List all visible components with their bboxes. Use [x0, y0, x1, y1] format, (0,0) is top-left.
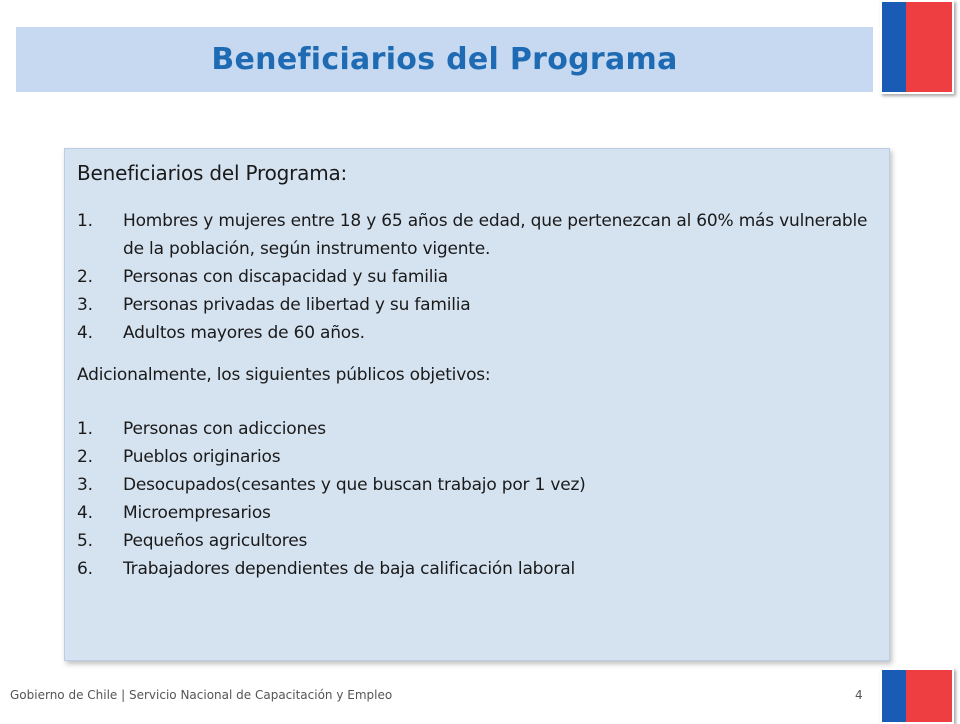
flag-red-stripe	[906, 670, 952, 722]
list-item	[77, 319, 879, 347]
list-item	[77, 291, 879, 319]
list-item-text: Pueblos originarios	[123, 447, 281, 467]
list-item-number: 2.	[77, 447, 93, 467]
list-item	[77, 471, 879, 499]
chile-flag-logo-top	[880, 0, 954, 94]
flag-blue-stripe	[882, 2, 906, 92]
list-item	[77, 207, 879, 263]
list-item	[77, 555, 879, 583]
list-item-number: 3.	[77, 295, 93, 315]
intro-heading: Beneficiarios del Programa:	[77, 161, 348, 185]
chile-flag-logo-bottom	[880, 668, 954, 724]
list-item	[77, 527, 879, 555]
list-item	[77, 415, 879, 443]
list-item-text: Personas privadas de libertad y su familia	[123, 295, 471, 315]
flag-blue-stripe	[882, 670, 906, 722]
list-item-number: 5.	[77, 531, 93, 551]
list-item-number: 2.	[77, 267, 93, 287]
list-item-text: Microempresarios	[123, 503, 271, 523]
list-item-number: 1.	[77, 419, 93, 439]
list-item	[77, 443, 879, 471]
list-item-number: 6.	[77, 559, 93, 579]
list-item	[77, 263, 879, 291]
list-item-number: 3.	[77, 475, 93, 495]
list-item-number: 1.	[77, 211, 93, 231]
list-item-text: Desocupados(cesantes y que buscan trabajo por 1 vez)	[123, 475, 586, 495]
list-item	[77, 499, 879, 527]
flag-red-stripe	[906, 2, 952, 92]
slide-title: Beneficiarios del Programa	[211, 42, 678, 77]
list-item-text: Adultos mayores de 60 años.	[123, 323, 365, 343]
content-box	[64, 148, 890, 661]
list-item-number: 4.	[77, 323, 93, 343]
list-item-text: Trabajadores dependientes de baja calificación laboral	[123, 559, 575, 579]
secondary-heading: Adicionalmente, los siguientes públicos objetivos:	[77, 365, 491, 385]
list-item-text: Pequeños agricultores	[123, 531, 308, 551]
list-item-text: Personas con discapacidad y su familia	[123, 267, 448, 287]
primary-beneficiaries-list	[77, 207, 879, 347]
list-item-text: Personas con adicciones	[123, 419, 326, 439]
footer-text: Gobierno de Chile | Servicio Nacional de Capacitación y Empleo	[10, 688, 393, 702]
secondary-audiences-list	[77, 415, 879, 583]
list-item-number: 4.	[77, 503, 93, 523]
title-bar	[16, 27, 873, 92]
list-item-text: Hombres y mujeres entre 18 y 65 años de edad, que pertenezcan al 60% más vulnerable de la población, según instrumento vigente.	[123, 211, 868, 259]
page-number: 4	[855, 688, 863, 702]
